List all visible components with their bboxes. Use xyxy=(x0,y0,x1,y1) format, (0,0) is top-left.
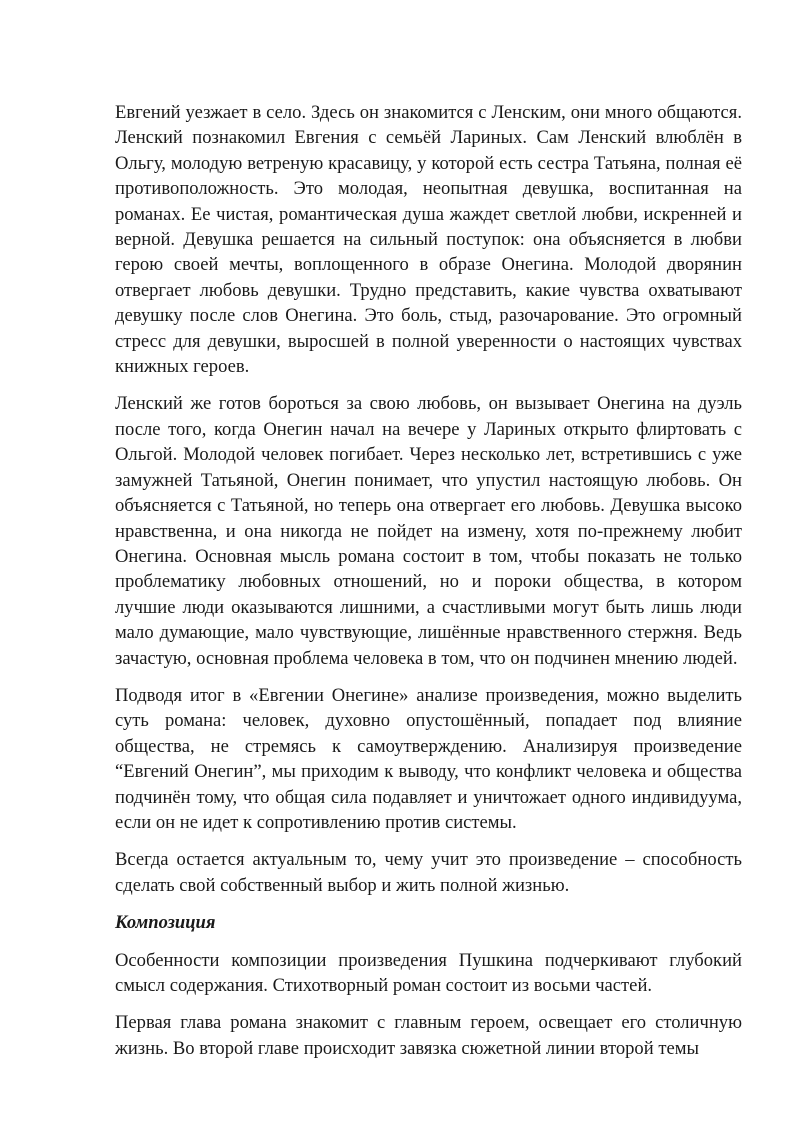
paragraph-lesson: Всегда остается актуальным то, чему учит это произведение – способность сделать свой собственный выбор и жить полной жизнью. xyxy=(115,849,742,896)
paragraph-summary: Подводя итог в «Евгении Онегине» анализе произведения, можно выделить суть романа: человек, духовно опустошённый, попадает под влияние общества, не стремясь к самоутверждению. Анализируя произведение “Евгений Онегин”, мы приходим к выводу, что конфликт человека и общества подчинён тому, что общая сила подавляет и уничтожает одного индивидуума, если он не идет к сопротивлению против системы. xyxy=(115,684,742,833)
section-heading-composition: Композиция xyxy=(115,912,216,934)
paragraph-first-chapter: Первая глава романа знакомит с главным героем, освещает его столичную жизнь. Во второй главе происходит завязка сюжетной линии второй темы xyxy=(115,1012,742,1059)
paragraph-lensky-duel: Ленский же готов бороться за свою любовь, он вызывает Онегина на дуэль после того, когда Онегин начал на вечере у Лариных открыто флиртовать с Ольгой. Молодой человек погибает. Через несколько лет, встретившись с уже замужней Татьяной, Онегин понимает, что упустил настоящую любовь. Он объясняется с Татьяной, но теперь она отвергает его любовь. Девушка высоко нравственна, и она никогда не пойдет на измену, хотя по-прежнему любит Онегина. Основная мысль романа состоит в том, чтобы показать не только проблематику любовных отношений, но и пороки общества, в котором лучшие люди оказываются лишними, а счастливыми могут быть лишь люди мало думающие, мало чувствующие, лишённые нравственного стержня. Ведь зачастую, основная проблема человека в том, что он подчинен мнению людей. xyxy=(115,393,742,669)
paragraph-composition-intro: Особенности композиции произведения Пушкина подчеркивают глубокий смысл содержания. Стихотворный роман состоит из восьми частей. xyxy=(115,949,742,996)
document-page xyxy=(115,100,742,1073)
paragraph-onegin-village: Евгений уезжает в село. Здесь он знакомится с Ленским, они много общаются. Ленский познакомил Евгения с семьёй Лариных. Сам Ленский влюблён в Ольгу, молодую ветреную красавицу, у которой есть сестра Татьяна, полная её противоположность. Это молодая, неопытная девушка, воспитанная на романах. Ее чистая, романтическая душа жаждет светлой любви, искренней и верной. Девушка решается на сильный поступок: она объясняется в любви герою своей мечты, воплощенного в образе Онегина. Молодой дворянин отвергает любовь девушки. Трудно представить, какие чувства охватывают девушку после слов Онегина. Это боль, стыд, разочарование. Это огромный стресс для девушки, выросшей в полной уверенности о настоящих чувствах книжных героев. xyxy=(115,102,742,378)
